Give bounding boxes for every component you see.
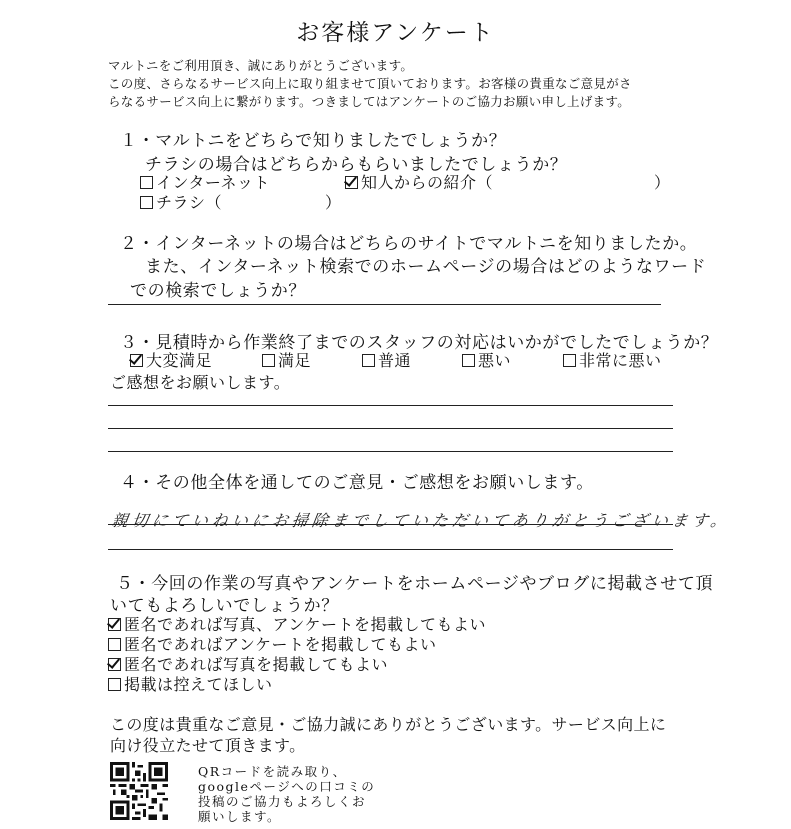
qr-code-icon[interactable]	[110, 762, 168, 820]
intro-line-3: らなるサービス向上に繋がります。つきましてはアンケートのご協力お願い申し上げます。	[108, 94, 631, 109]
q5-text-2: いてもよろしいでしょうか？	[110, 596, 339, 616]
q3-answer-line-3[interactable]	[108, 451, 673, 452]
page-title: お客様アンケート	[296, 20, 495, 46]
closing-text-1: この度は貴重なご意見・ご協力誠にありがとうございます。サービス向上に	[110, 715, 667, 734]
q5-text-1: ５・今回の作業の写真やアンケートをホームページやブログに掲載させて頂	[116, 574, 714, 594]
q3-comment-prompt: ご感想をお願いします。	[110, 373, 291, 392]
closing-text-2: 向け役立たせて頂きます。	[110, 736, 306, 755]
checkbox-icon[interactable]	[362, 354, 375, 367]
q1-flyer-close-paren: ）	[325, 193, 342, 212]
checkbox-icon[interactable]	[108, 658, 121, 671]
qr-instruction-1: QRコードを読み取り、	[198, 764, 347, 779]
checkbox-icon[interactable]	[108, 618, 121, 631]
q2-text-1: ２・インターネットの場合はどちらのサイトでマルトニを知りましたか。	[120, 234, 698, 254]
q3-answer-line-1[interactable]	[108, 405, 673, 406]
q1-text-2: チラシの場合はどちらからもらいましたでしょうか？	[145, 155, 568, 175]
q1-option-flyer[interactable]: チラシ（	[140, 190, 222, 213]
checkbox-icon[interactable]	[345, 176, 358, 189]
q3-answer-line-2[interactable]	[108, 428, 673, 429]
qr-instruction-3: 投稿のご協力もよろしくお	[198, 794, 367, 809]
checkbox-icon[interactable]	[462, 354, 475, 367]
q5-option-4[interactable]: 掲載は控えてほしい	[108, 672, 273, 695]
q3-option-satisfied[interactable]: 満足	[262, 348, 311, 371]
q1-referral-close-paren: ）	[654, 173, 671, 192]
checkbox-icon[interactable]	[108, 678, 121, 691]
q2-text-2: また、インターネット検索でのホームページの場合はどのようなワード	[145, 257, 707, 277]
checkbox-icon[interactable]	[108, 638, 121, 651]
q4-answer-line-1[interactable]	[108, 524, 673, 525]
q1-text-1: １・マルトニをどちらで知りましたでしょうか？	[120, 131, 507, 151]
q3-option-very-bad[interactable]: 非常に悪い	[563, 348, 662, 371]
q5-option-2[interactable]: 匿名であればアンケートを掲載してもよい	[108, 632, 437, 655]
q3-option-normal[interactable]: 普通	[362, 348, 411, 371]
checkbox-icon[interactable]	[140, 176, 153, 189]
checkbox-icon[interactable]	[262, 354, 275, 367]
q1-option-referral[interactable]: 知人からの紹介（	[345, 170, 493, 193]
q4-text-1: ４・その他全体を通してのご意見・ご感想をお願いします。	[120, 473, 594, 493]
qr-instruction-2: googleページへの口コミの	[198, 779, 376, 794]
q4-handwritten-answer: 親切にていねいにお掃除までしていただいてありがとうございます。	[110, 511, 732, 530]
q4-answer-line-2[interactable]	[108, 549, 673, 550]
q5-option-3[interactable]: 匿名であれば写真を掲載してもよい	[108, 652, 388, 675]
intro-line-1: マルトニをご利用頂き、誠にありがとうございます。	[108, 58, 414, 73]
q5-option-1[interactable]: 匿名であれば写真、アンケートを掲載してもよい	[108, 612, 486, 635]
qr-instruction-4: 願いします。	[198, 809, 282, 824]
intro-line-2: この度、さらなるサービス向上に取り組ませて頂いております。お客様の貴重なご意見がさ	[108, 76, 632, 91]
checkbox-icon[interactable]	[130, 354, 143, 367]
q3-option-very-satisfied[interactable]: 大変満足	[130, 348, 212, 371]
checkbox-icon[interactable]	[563, 354, 576, 367]
q3-option-bad[interactable]: 悪い	[462, 348, 511, 371]
checkbox-icon[interactable]	[140, 196, 153, 209]
q1-option-internet[interactable]: インターネット	[140, 170, 270, 193]
q3-text-1: ３・見積時から作業終了までのスタッフの対応はいかがでしたでしょうか？	[120, 333, 719, 353]
q2-answer-line[interactable]	[108, 304, 661, 305]
q2-text-3: での検索でしょうか？	[130, 281, 306, 301]
